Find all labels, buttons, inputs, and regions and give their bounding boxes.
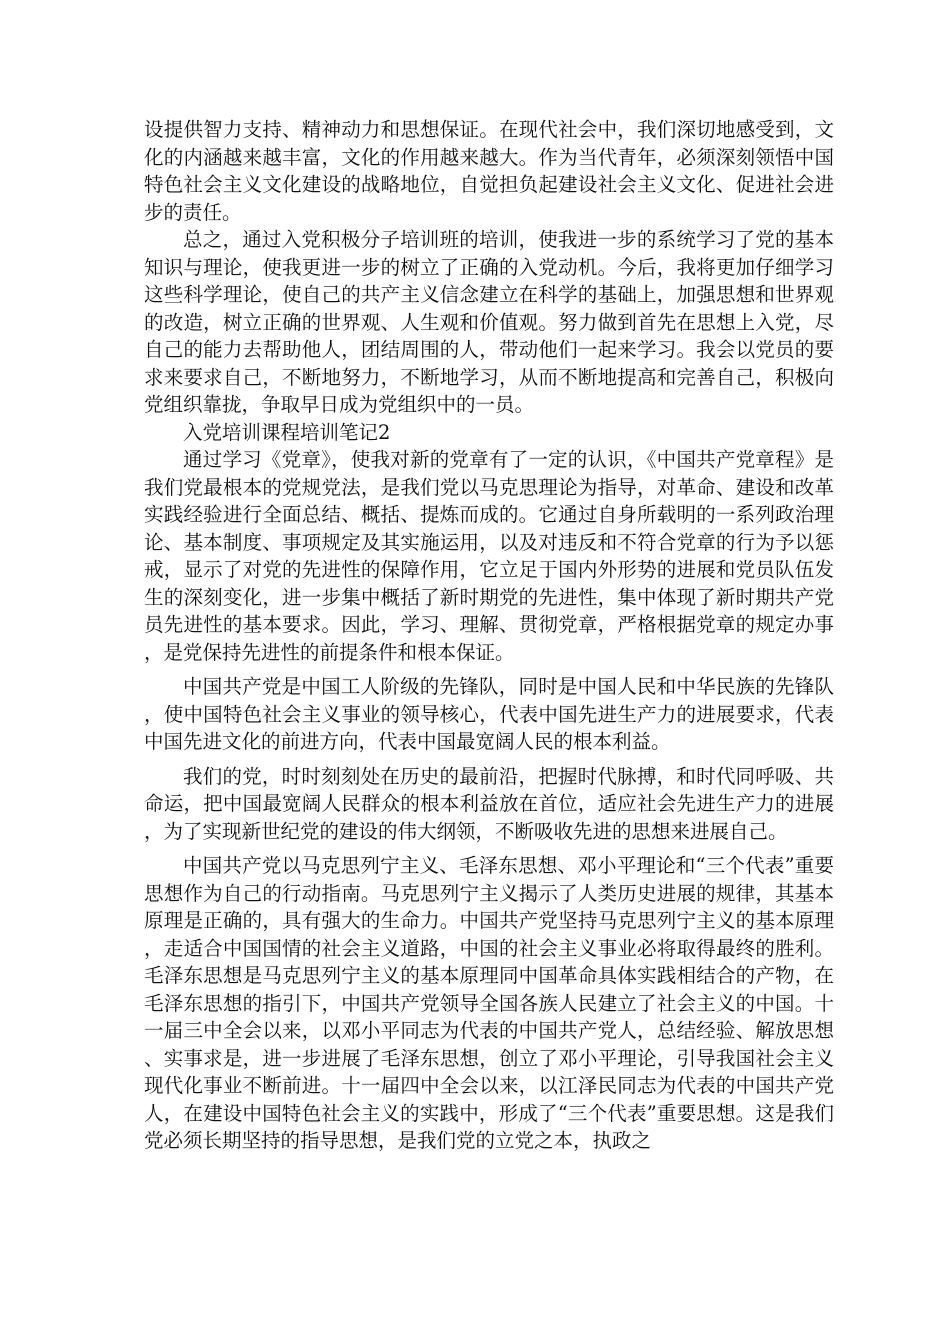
section-heading: 入党培训课程培训笔记2 (183, 420, 391, 444)
document-body (144, 116, 834, 1155)
paragraph-1: 设提供智力支持、精神动力和思想保证。在现代社会中，我们深切地感受到，文化的内涵越来越丰富，文化的作用越来越大。作为当代青年，必须深刻领悟中国特色社会主义文化建设的战略地位，自觉担负起建设社会主义文化、促进社会进步的责任。 (144, 118, 834, 224)
paragraph-4: 中国共产党是中国工人阶级的先锋队，同时是中国人民和中华民族的先锋队，使中国特色社会主义事业的领导核心，代表中国先进生产力的进展要求，代表中国先进文化的前进方向，代表中国最宽阔人民的根本利益。 (144, 675, 834, 753)
paragraph-2: 总之，通过入党积极分子培训班的培训，使我进一步的系统学习了党的基本知识与理论，使我更进一步的树立了正确的入党动机。今后，我将更加仔细学习这些科学理论，使自己的共产主义信念建立在科学的基础上，加强思想和世界观的改造，树立正确的世界观、人生观和价值观。努力做到首先在思想上入党，尽自己的能力去帮助他人，团结周围的人，带动他们一起来学习。我会以党员的要求来要求自己，不断地努力，不断地学习，从而不断地提高和完善自己，积极向党组织靠拢，争取早日成为党组织中的一员。 (144, 228, 834, 416)
paragraph-5: 我们的党，时时刻刻处在历史的最前沿，把握时代脉搏，和时代同呼吸、共命运，把中国最宽阔人民群众的根本利益放在首位，适应社会先进生产力的进展，为了实现新世纪党的建设的伟大纲领，不断吸收先进的思想来进展自己。 (144, 764, 834, 843)
paragraph-3: 通过学习《党章》，使我对新的党章有了一定的认识，《中国共产党章程》是我们党最根本的党规党法，是我们党以马克思理论为指导，对革命、建设和改革实践经验进行全面总结、概括、提炼而成的。它通过自身所载明的一系列政治理论、基本制度、事项规定及其实施运用，以及对违反和不符合党章的行为予以惩戒，显示了对党的先进性的保障作用，它立足于国内外形势的进展和党员队伍发生的深刻变化，进一步集中概括了新时期党的先进性，集中体现了新时期共产党员先进性的基本要求。因此，学习、理解、贯彻党章，严格根据党章的规定办事，是党保持先进性的前提条件和根本保证。 (144, 448, 834, 664)
paragraph-6: 中国共产党以马克思列宁主义、毛泽东思想、邓小平理论和“三个代表”重要思想作为自己的行动指南。马克思列宁主义揭示了人类历史进展的规律，其基本原理是正确的，具有强大的生命力。中国共产党坚持马克思列宁主义的基本原理，走适合中国国情的社会主义道路，中国的社会主义事业必将取得最终的胜利。毛泽东思想是马克思列宁主义的基本原理同中国革命具体实践相结合的产物，在毛泽东思想的指引下，中国共产党领导全国各族人民建立了社会主义的中国。十一届三中全会以来，以邓小平同志为代表的中国共产党人，总结经验、解放思想、实事求是，进一步进展了毛泽东思想，创立了邓小平理论，引导我国社会主义现代化事业不断前进。十一届四中全会以来，以江泽民同志为代表的中国共产党人，在建设中国特色社会主义的实践中，形成了“三个代表”重要思想。这是我们党必须长期坚持的指导思想，是我们党的立党之本，执政之 (144, 854, 834, 1152)
